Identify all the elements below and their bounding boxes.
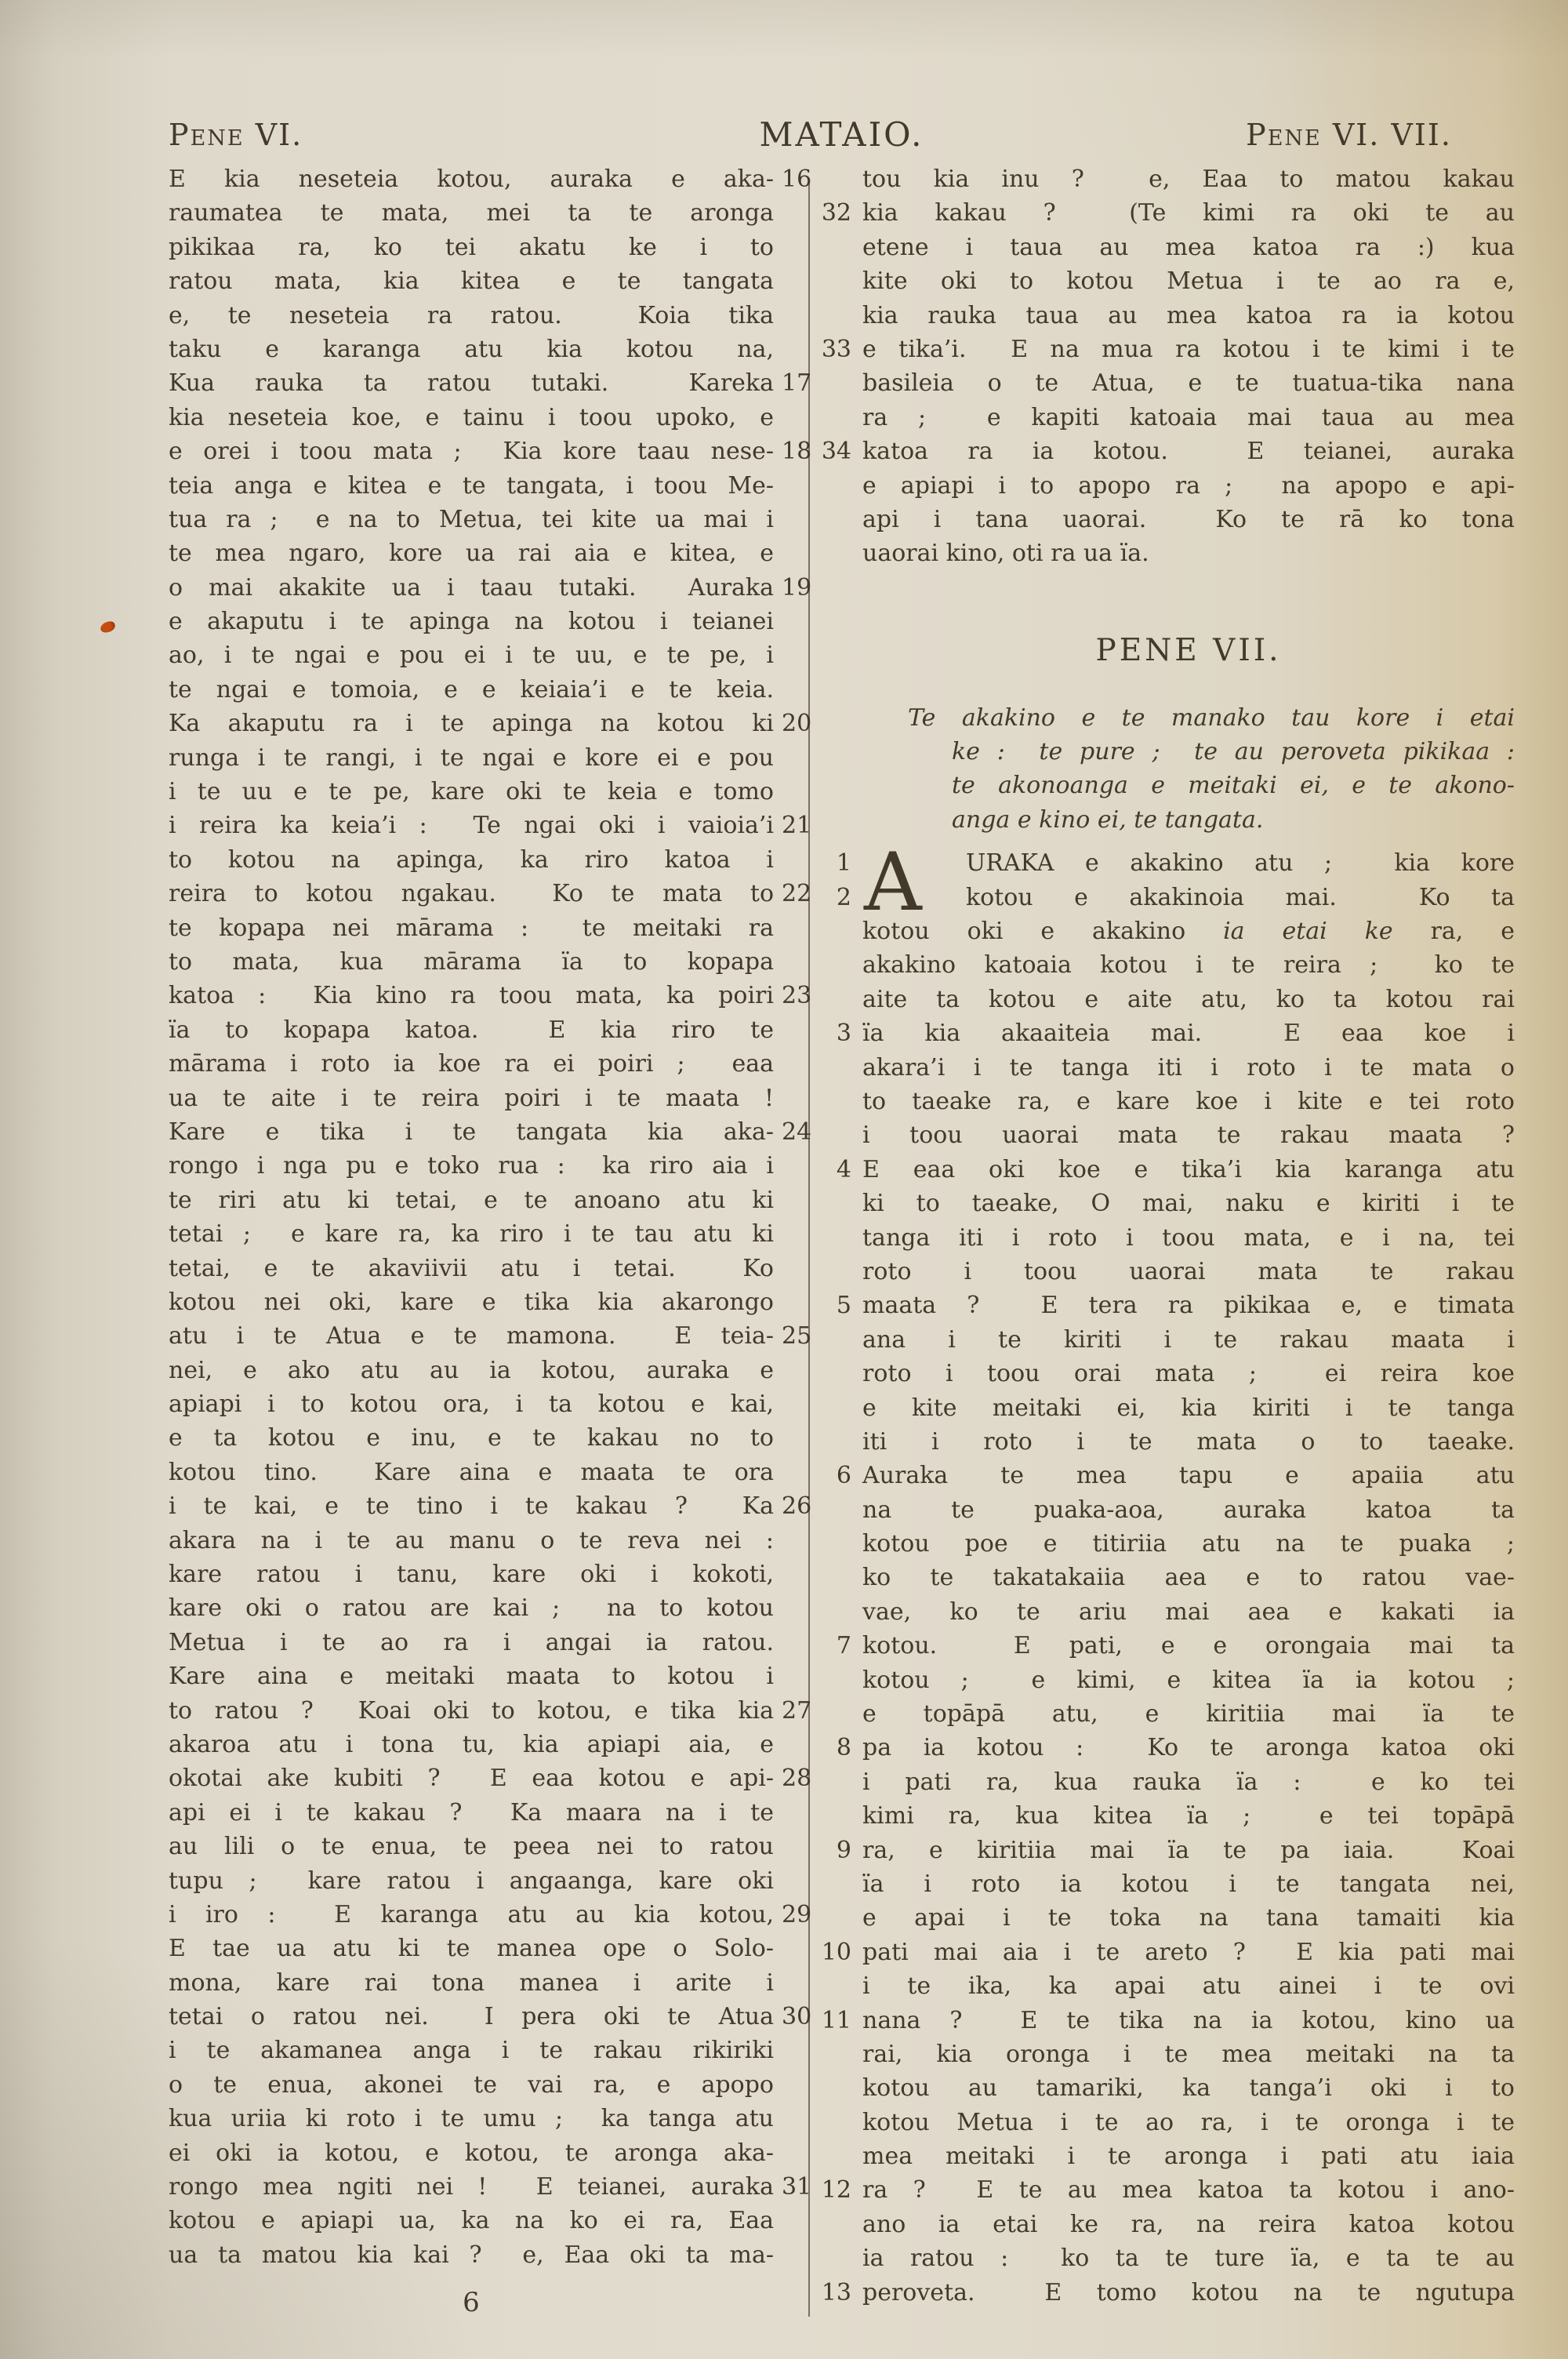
text-line: uaorai kino, oti ra ua ïa. — [862, 540, 1149, 568]
verse-number: 29 — [782, 1900, 812, 1928]
verse-number: 1 — [836, 849, 851, 878]
text-line: kare ratou i tanu, kare oki i kokoti, — [169, 1561, 774, 1589]
text-line: iti i roto i te mata o to taeake. — [862, 1427, 1515, 1456]
text-line: akaroa atu i tona tu, kia apiapi aia, e — [169, 1730, 774, 1758]
text-line: ano ia etai ke ra, na reira katoa kotou — [862, 2210, 1515, 2238]
text-line: roto i toou uaorai mata te rakau — [862, 1257, 1515, 1285]
text-line: teia anga e kitea e te tangata, i toou Me- — [169, 471, 774, 500]
text-line: 12 ra ? E te au mea katoa ta kotou i ano- — [862, 2173, 1515, 2207]
text-line: 13 peroveta. E tomo kotou na te ngutupa — [862, 2276, 1515, 2310]
text-line: kotou Metua i te ao ra, i te oronga i te — [862, 2108, 1515, 2136]
text-line: Kare aina e meitaki maata to kotou i — [169, 1663, 774, 1691]
verse-number: 3 — [836, 1020, 851, 1048]
verse-number: 11 — [821, 2006, 851, 2034]
text-line: ua ta matou kia kai ? e, Eaa oki ta ma- — [169, 2241, 774, 2269]
text-line: ia ratou : ko ta te ture ïa, e ta te au — [862, 2245, 1515, 2273]
text-line: 30 tetai o ratou nei. I pera oki te Atua — [169, 2000, 774, 2034]
text-line: taku e karanga atu kia kotou na, — [169, 335, 774, 363]
text-line: anga e kino ei, te tangata. — [952, 805, 1264, 834]
text-line: na te puaka-aoa, auraka katoa ta — [862, 1496, 1515, 1524]
text-line: pikikaa ra, ko tei akatu ke i to — [169, 233, 774, 261]
text-line: runga i te rangi, i te ngai e kore ei e pou — [169, 743, 774, 772]
text-line: 18 e orei i toou mata ; Kia kore taau nese- — [169, 434, 774, 468]
text-line: o te enua, akonei te vai ra, e apopo — [169, 2070, 774, 2099]
text-line: akara’i i te tanga iti i roto i te mata o — [862, 1053, 1515, 1081]
verse-number: 30 — [782, 2003, 812, 2031]
text-line: i te uu e te pe, kare oki te keia e tomo — [169, 778, 774, 806]
text-line: 7 kotou. E pati, e e orongaia mai ta — [862, 1629, 1515, 1663]
text-line: 22 reira to kotou ngakau. Ko te mata to — [169, 877, 774, 911]
verse-number: 24 — [782, 1118, 812, 1146]
text-line: e topāpā atu, e kiritiia mai ïa te — [862, 1700, 1515, 1728]
chapter-heading: PENE VII. — [1095, 632, 1282, 668]
text-line: 29 i iro : E karanga atu au kia kotou, — [169, 1898, 774, 1932]
text-line: vae, ko te ariu mai aea e kakati ia — [862, 1598, 1515, 1626]
verse-number: 19 — [782, 573, 812, 602]
running-head-chapter-left: Pene VI. — [169, 118, 303, 152]
running-head-book-title: MATAIO. — [759, 115, 924, 154]
verse-number: 31 — [782, 2173, 812, 2201]
text-line: tetai, e te akaviivii atu i tetai. Ko — [169, 1254, 774, 1282]
text-line: 25 atu i te Atua e te mamona. E teia- — [169, 1319, 774, 1353]
text-line: 32 kia kakau ? (Te kimi ra oki te au — [862, 196, 1515, 230]
chapter-six-end-lines — [821, 162, 1515, 571]
text-line: 33 e tika’i. E na mua ra kotou i te kimi i te — [862, 333, 1515, 366]
text-line: kotou au tamariki, ka tanga’i oki i to — [862, 2074, 1515, 2103]
text-line: raumatea te mata, mei ta te aronga — [169, 199, 774, 227]
text-line: aite ta kotou e aite atu, ko ta kotou rai — [862, 985, 1515, 1013]
verse-number: 32 — [821, 199, 851, 227]
verse-number: 18 — [782, 438, 812, 466]
verse-number: 10 — [821, 1938, 851, 1966]
text-line: kia rauka taua au mea katoa ra ia kotou — [862, 301, 1515, 329]
text-line: i toou uaorai mata te rakau maata ? — [862, 1121, 1515, 1150]
text-line: basileia o te Atua, e te tuatua-tika nana — [862, 369, 1515, 398]
verse-number: 23 — [782, 982, 812, 1010]
text-line: kotou nei oki, kare e tika kia akarongo — [169, 1288, 774, 1316]
running-head-chapter-right: Pene VI. VII. — [1246, 118, 1452, 152]
text-line: 2 kotou e akakinoia mai. Ko ta — [862, 881, 1515, 914]
italic-phrase: ia etai ke — [1223, 918, 1393, 946]
text-line: e akaputu i te apinga na kotou i teianei — [169, 608, 774, 636]
page-number: 6 — [463, 2287, 480, 2318]
text-line: i te ika, ka apai atu ainei i te ovi — [862, 1972, 1515, 2001]
ink-speck — [100, 620, 117, 634]
text-line: 23 katoa : Kia kino ra toou mata, ka poiri — [169, 979, 774, 1012]
text-line: ki to taeake, O mai, naku e kiriti i te — [862, 1190, 1515, 1218]
text-line: ratou mata, kia kitea e te tangata — [169, 267, 774, 296]
text-line: akara na i te au manu o te reva nei : — [169, 1526, 774, 1554]
text-line: 9 ra, e kiritiia mai ïa te pa iaia. Koai — [862, 1834, 1515, 1867]
text-line: ua te aite i te reira poiri i te maata ! — [169, 1084, 774, 1112]
verse-number: 2 — [836, 883, 851, 911]
text-line: te akonoanga e meitaki ei, e te akono- — [952, 772, 1515, 800]
text-line: kotou ; e kimi, e kitea ïa ia kotou ; — [862, 1666, 1515, 1694]
text-line: ïa i roto ia kotou i te tangata nei, — [862, 1870, 1515, 1898]
verse-number: 7 — [836, 1632, 851, 1660]
right-text-column — [821, 162, 1515, 2310]
text-line: i pati ra, kua rauka ïa : e ko tei — [862, 1768, 1515, 1796]
left-text-column — [169, 162, 812, 2272]
text-line: rongo i nga pu e toko rua : ka riro aia i — [169, 1152, 774, 1180]
text-line: e kite meitaki ei, kia kiriti i te tanga — [862, 1394, 1515, 1422]
text-line: kotou e apiapi ua, ka na ko ei ra, Eaa — [169, 2207, 774, 2235]
text-line: E tae ua atu ki te manea ope o Solo- — [169, 1935, 774, 1963]
text-line: e apiapi i to apopo ra ; na apopo e api- — [862, 471, 1515, 500]
text-line: 6 Auraka te mea tapu e apaiia atu — [862, 1459, 1515, 1492]
text-line: 21 i reira ka keia’i : Te ngai oki i vaioia’i — [169, 809, 774, 842]
verse-number: 8 — [836, 1734, 851, 1762]
text-line: to mata, kua mārama ïa to kopapa — [169, 947, 774, 976]
text-line: ïa to kopapa katoa. E kia riro te — [169, 1016, 774, 1044]
verse-number: 33 — [821, 335, 851, 363]
text-line: 3 ïa kia akaaiteia mai. E eaa koe i — [862, 1016, 1515, 1050]
running-head — [169, 116, 1515, 154]
text-line: au lili o te enua, te peea nei to ratou — [169, 1833, 774, 1861]
column-divider-rule — [808, 179, 810, 2317]
text-line: 31 rongo mea ngiti nei ! E teianei, auraka — [169, 2170, 774, 2204]
text-line: 16 E kia neseteia kotou, auraka e aka- — [169, 162, 774, 196]
text-line: tou kia inu ? e, Eaa to matou kakau — [862, 165, 1515, 193]
text-line: te kopapa nei mārama : te meitaki ra — [169, 914, 774, 942]
text-line: 24 Kare e tika i te tangata kia aka- — [169, 1115, 774, 1149]
text-line: mona, kare rai tona manea i arite i — [169, 1968, 774, 1997]
verse-number: 22 — [782, 880, 812, 908]
text-line: to taeake ra, e kare koe i kite e tei roto — [862, 1087, 1515, 1115]
text-line: ke : te pure ; te au peroveta pikikaa : — [952, 738, 1515, 766]
verse-number: 6 — [836, 1462, 851, 1490]
text-line: 28 okotai ake kubiti ? E eaa kotou e api- — [169, 1761, 774, 1795]
text-line — [862, 914, 1515, 948]
verse-number: 28 — [782, 1765, 812, 1793]
text-line: api i tana uaorai. Ko te rā ko tona — [862, 505, 1515, 533]
text-line: kua uriia ki roto i te umu ; ka tanga atu — [169, 2105, 774, 2133]
chapter-seven-lines — [821, 836, 1515, 2310]
text-line: te ngai e tomoia, e e keiaia’i e te keia. — [169, 675, 774, 703]
text-line: mārama i roto ia koe ra ei poiri ; eaa — [169, 1050, 774, 1078]
verse-number: 16 — [782, 165, 812, 193]
text-line: Metua i te ao ra i angai ia ratou. — [169, 1628, 774, 1656]
text-line: 11 nana ? E te tika na ia kotou, kino ua — [862, 2004, 1515, 2037]
text-line: tanga iti i roto i toou mata, e i na, tei — [862, 1223, 1515, 1252]
text-line: 19 o mai akakite ua i taau tutaki. Auraka — [169, 571, 774, 605]
text-line: kite oki to kotou Metua i te ao ra e, — [862, 267, 1515, 296]
text-segment: ra, e — [1392, 918, 1515, 946]
verse-number: 21 — [782, 812, 812, 840]
drop-cap: A — [864, 836, 922, 930]
text-line: kimi ra, kua kitea ïa ; e tei topāpā — [862, 1802, 1515, 1830]
verse-number: 9 — [836, 1836, 851, 1864]
text-line: apiapi i to kotou ora, i ta kotou e kai, — [169, 1390, 774, 1419]
text-line: ko te takatakaiia aea e to ratou vae- — [862, 1564, 1515, 1592]
text-line: ei oki ia kotou, e kotou, te aronga aka- — [169, 2139, 774, 2167]
text-line: te mea ngaro, kore ua rai aia e kitea, e — [169, 540, 774, 568]
verse-number: 4 — [836, 1155, 851, 1183]
text-line: 26 i te kai, e te tino i te kakau ? Ka — [169, 1489, 774, 1523]
text-line: 4 E eaa oki koe e tika’i kia karanga atu — [862, 1153, 1515, 1187]
text-line: rai, kia oronga i te mea meitaki na ta — [862, 2040, 1515, 2068]
text-line: api ei i te kakau ? Ka maara na i te — [169, 1798, 774, 1826]
text-line: ra ; e kapiti katoaia mai taua au mea — [862, 403, 1515, 431]
text-line: kare oki o ratou are kai ; na to kotou — [169, 1594, 774, 1623]
verse-number: 34 — [821, 438, 851, 466]
verse-number: 20 — [782, 710, 812, 738]
text-line: ana i te kiriti i te rakau maata i — [862, 1325, 1515, 1354]
text-line: tua ra ; e na to Metua, tei kite ua mai i — [169, 505, 774, 533]
chapter-summary — [862, 701, 1515, 838]
verse-number: 5 — [836, 1292, 851, 1320]
text-line: 8 pa ia kotou : Ko te aronga katoa oki — [862, 1731, 1515, 1765]
text-line: tetai ; e kare ra, ka riro i te tau atu ki — [169, 1220, 774, 1249]
text-line: e ta kotou e inu, e te kakau no to — [169, 1424, 774, 1452]
text-line: ao, i te ngai e pou ei i te uu, e te pe, i — [169, 642, 774, 670]
text-line: te riri atu ki tetai, e te anoano atu ki — [169, 1186, 774, 1214]
verse-number: 13 — [821, 2278, 851, 2306]
text-line: 27 to ratou ? Koai oki to kotou, e tika kia — [169, 1694, 774, 1728]
text-segment: kotou oki e akakino — [862, 918, 1224, 946]
verse-number: 17 — [782, 369, 812, 398]
text-line: i te akamanea anga i te rakau rikiriki — [169, 2037, 774, 2065]
text-line: akakino katoaia kotou i te reira ; ko te — [862, 951, 1515, 980]
text-line: nei, e ako atu au ia kotou, auraka e — [169, 1356, 774, 1384]
text-line: 20 Ka akaputu ra i te apinga na kotou ki — [169, 707, 774, 740]
text-line: 1 A URAKA e akakino atu ; kia kore — [836, 836, 1515, 930]
text-line: roto i toou orai mata ; ei reira koe — [862, 1360, 1515, 1388]
text-line: Te akakino e te manako tau kore i etai — [908, 703, 1515, 732]
text-line: e, te neseteia ra ratou. Koia tika — [169, 301, 774, 329]
text-line: 34 katoa ra ia kotou. E teianei, auraka — [862, 434, 1515, 468]
text-line: kotou tino. Kare aina e maata te ora — [169, 1458, 774, 1486]
text-line: kotou poe e titiriia atu na te puaka ; — [862, 1530, 1515, 1558]
text-line: 17 Kua rauka ta ratou tutaki. Kareka — [169, 366, 774, 400]
text-line: mea meitaki i te aronga i pati atu iaia — [862, 2143, 1515, 2171]
text-line: e apai i te toka na tana tamaiti kia — [862, 1904, 1515, 1932]
text-line: 10 pati mai aia i te areto ? E kia pati mai — [862, 1936, 1515, 1969]
text-line: kia neseteia koe, e tainu i toou upoko, e — [169, 403, 774, 431]
verse-number: 12 — [821, 2176, 851, 2205]
text-line: etene i taua au mea katoa ra :) kua — [862, 233, 1515, 261]
text-line: tupu ; kare ratou i angaanga, kare oki — [169, 1866, 774, 1895]
verse-number: 25 — [782, 1322, 812, 1350]
verse-number: 26 — [782, 1492, 812, 1521]
text-line: to kotou na apinga, ka riro katoa i — [169, 845, 774, 874]
text-line: 5 maata ? E tera ra pikikaa e, e timata — [862, 1289, 1515, 1322]
verse-number: 27 — [782, 1696, 812, 1725]
